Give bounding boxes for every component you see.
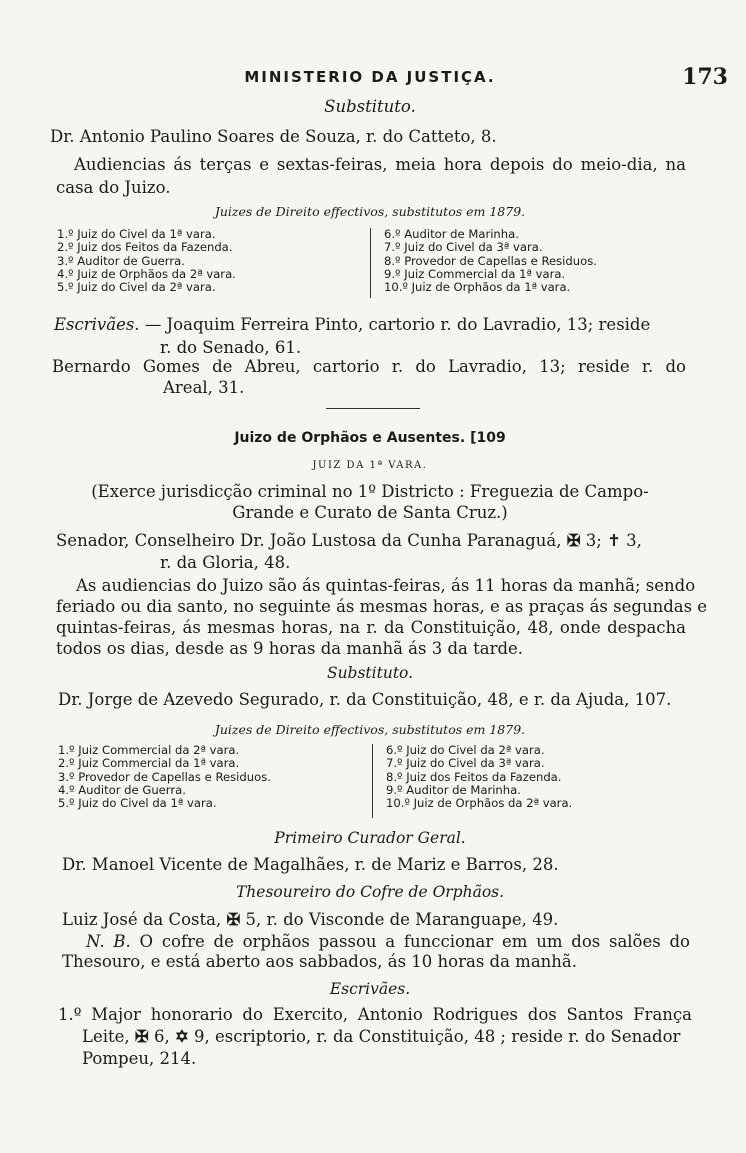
- list-item: 7.º Juiz do Civel da 3ª vara.: [386, 756, 545, 771]
- senador-line-1: [56, 531, 642, 550]
- list-item: 3.º Provedor de Capellas e Residuos.: [58, 769, 271, 784]
- section-divider: [326, 408, 420, 409]
- audiencias-line-1: Audiencias ás terças e sextas-feiras, meia hora depois do meio-dia, na: [74, 155, 686, 174]
- juizes-list-left-2: [58, 744, 271, 810]
- juizes-heading-1: Juizes de Direito effectivos, substitutos em 1879.: [214, 204, 526, 219]
- list-item: 1.º Juiz do Civel da 1ª vara.: [57, 227, 216, 241]
- nota-bene-text: O cofre de orphãos passou a funccionar em um dos salões do: [139, 932, 690, 951]
- juizes-list-left-1: [57, 228, 236, 294]
- escrivao-1-text: — Joaquim Ferreira Pinto, cartorio r. do Lavradio, 13; reside: [144, 315, 651, 334]
- list-item: 2.º Juiz Commercial da 1ª vara.: [58, 756, 240, 771]
- list-item: 5.º Juiz do Civel da 2ª vara.: [57, 280, 216, 295]
- page-header-title: MINISTERIO DA JUSTIÇA.: [244, 68, 496, 86]
- list-item: 6.º Auditor de Marinha.: [384, 227, 519, 241]
- column-divider: [372, 744, 373, 818]
- vara-heading: JUIZ DA 1ª VARA.: [312, 460, 428, 471]
- list-item: 9.º Juiz Commercial da 1ª vara.: [384, 266, 566, 281]
- audiencias-juizo-line-4: todos os dias, desde as 9 horas da manhã ás 3 da tarde.: [56, 639, 524, 658]
- thesoureiro-name: Luiz José da Costa,: [62, 910, 222, 929]
- thesoureiro-heading: Thesoureiro do Cofre de Orphãos.: [235, 883, 505, 901]
- exerce-line-1: (Exerce jurisdicção criminal no 1º Districto : Freguezia de Campo-: [91, 482, 649, 501]
- escrivao-1-line-2: r. do Senado, 61.: [160, 338, 302, 357]
- column-divider: [370, 228, 371, 298]
- thesoureiro-name-line: [62, 910, 558, 929]
- curador-name-line: Dr. Manoel Vicente de Magalhães, r. de Mariz e Barros, 28.: [62, 855, 559, 874]
- escrivao-major-line-3: Pompeu, 214.: [82, 1049, 197, 1068]
- substituto-jorge-line: Dr. Jorge de Azevedo Segurado, r. da Constituição, 48, e r. da Ajuda, 107.: [58, 690, 672, 709]
- page-number: 173: [682, 64, 728, 90]
- escrivao-major-insignia-1: 6,: [153, 1027, 170, 1046]
- list-item: 6.º Juiz do Civel da 2ª vara.: [386, 743, 545, 757]
- substituto-heading: Substituto.: [324, 97, 416, 116]
- list-item: 5.º Juiz do Civel da 1ª vara.: [58, 796, 217, 811]
- list-item: 10.º Juiz de Orphãos da 2ª vara.: [386, 796, 573, 811]
- audiencias-juizo-line-3: quintas-feiras, ás mesmas horas, na r. da Constituição, 48, onde despacha: [56, 618, 686, 637]
- audiencias-juizo-line-1: As audiencias do Juizo são ás quintas-feiras, ás 11 horas da manhã; sendo: [76, 576, 696, 595]
- escrivao-1-line-1: [54, 315, 650, 334]
- senador-insignias: 3; ✝ 3,: [585, 531, 642, 550]
- escrivaes-heading-2: Escrivães.: [329, 980, 411, 998]
- juizes-list-right-2: [386, 744, 572, 810]
- escrivao-major-line-1: 1.º Major honorario do Exercito, Antonio Rodrigues dos Santos França: [58, 1005, 692, 1024]
- nota-bene-label: N. B.: [86, 932, 131, 951]
- audiencias-line-2: casa do Juizo.: [56, 178, 171, 197]
- escrivao-major-line-2: [82, 1027, 680, 1046]
- senador-text: Senador, Conselheiro Dr. João Lustosa da Cunha Paranaguá,: [56, 531, 562, 550]
- list-item: 3.º Auditor de Guerra.: [57, 253, 185, 268]
- star-insignia-icon: ✡: [174, 1027, 189, 1046]
- substituto-name-line: Dr. Antonio Paulino Soares de Souza, r. do Catteto, 8.: [50, 127, 497, 146]
- nota-bene-line-2: Thesouro, e está aberto aos sabbados, ás 10 horas da manhã.: [62, 952, 578, 971]
- audiencias-juizo-line-2: feriado ou dia santo, no seguinte ás mesmas horas, e as praças ás segundas e: [56, 597, 708, 616]
- list-item: 4.º Juiz de Orphãos da 2ª vara.: [57, 266, 236, 281]
- order-insignia-icon: ✠: [134, 1027, 149, 1046]
- list-item: 4.º Auditor de Guerra.: [58, 782, 186, 797]
- order-insignia-icon: ✠: [226, 910, 241, 929]
- order-insignia-icon: ✠: [566, 531, 581, 550]
- list-item: 1.º Juiz Commercial da 2ª vara.: [58, 743, 240, 757]
- running-header: [40, 64, 728, 98]
- substituto-heading-2: Substituto.: [326, 664, 414, 682]
- list-item: 9.º Auditor de Marinha.: [386, 782, 521, 797]
- curador-heading: Primeiro Curador Geral.: [274, 829, 466, 847]
- nota-bene-line-1: [86, 932, 690, 951]
- list-item: 7.º Juiz do Civel da 3ª vara.: [384, 240, 543, 255]
- escrivaes-label: Escrivães.: [54, 315, 140, 334]
- list-item: 8.º Provedor de Capellas e Residuos.: [384, 253, 597, 268]
- escrivao-2-line-2: Areal, 31.: [163, 378, 245, 397]
- list-item: 8.º Juiz dos Feitos da Fazenda.: [386, 769, 562, 784]
- exerce-line-2: Grande e Curato de Santa Cruz.): [232, 503, 508, 522]
- escrivao-2-line-1: Bernardo Gomes de Abreu, cartorio r. do Lavradio, 13; reside r. do: [52, 357, 686, 376]
- list-item: 2.º Juiz dos Feitos da Fazenda.: [57, 240, 233, 255]
- juizo-orphaos-heading: Juizo de Orphãos e Ausentes. [109: [234, 430, 506, 446]
- list-item: 10.º Juiz de Orphãos da 1ª vara.: [384, 280, 571, 295]
- juizes-list-right-1: [384, 228, 597, 294]
- senador-line-2: r. da Gloria, 48.: [160, 553, 291, 572]
- escrivao-major-name: Leite,: [82, 1027, 130, 1046]
- escrivao-major-address: 9, escriptorio, r. da Constituição, 48 ; reside r. do Senador: [194, 1027, 681, 1046]
- juizes-heading-2: Juizes de Direito effectivos, substitutos em 1879.: [214, 722, 526, 737]
- thesoureiro-address: 5, r. do Visconde de Maranguape, 49.: [245, 910, 559, 929]
